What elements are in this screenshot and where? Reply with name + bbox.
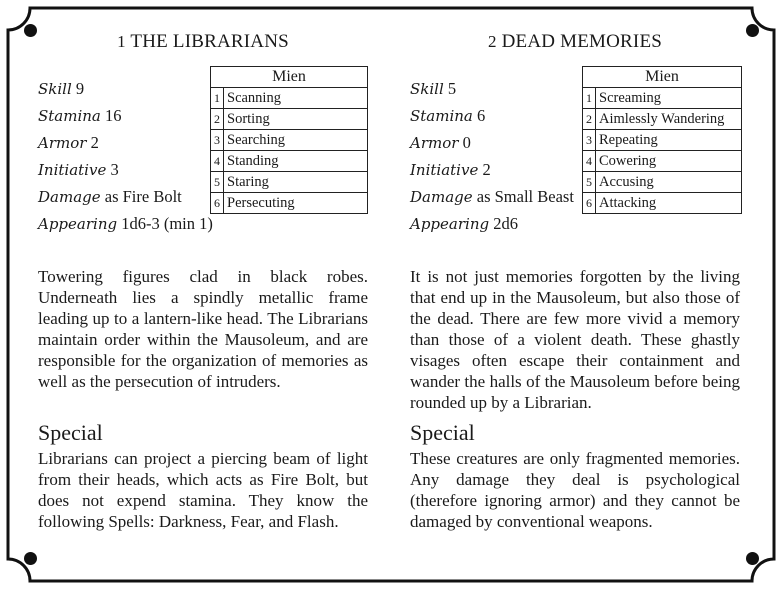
stat-block xyxy=(410,75,590,237)
mien-row: 1 Screaming xyxy=(583,88,742,109)
monster-card-librarians xyxy=(38,0,383,589)
special-heading: Special xyxy=(410,420,475,445)
mien-row: 5 Staring xyxy=(211,172,368,193)
monster-name: DEAD MEMORIES xyxy=(501,31,663,52)
stat-block xyxy=(38,75,218,237)
monster-number: 2 xyxy=(487,32,497,51)
mien-row: 2 Sorting xyxy=(211,109,368,130)
mien-table xyxy=(582,66,742,214)
stat-armor: Armor 2 xyxy=(38,133,99,152)
mien-row: 3 Repeating xyxy=(583,130,742,151)
monster-title xyxy=(38,31,368,53)
stat-appearing: Appearing 1d6-3 (min 1) xyxy=(38,214,213,233)
mien-row: 4 Cowering xyxy=(583,151,742,172)
stat-armor: Armor 0 xyxy=(410,133,471,152)
monster-number: 1 xyxy=(117,32,126,51)
stat-initiative: Initiative 3 xyxy=(38,160,119,179)
stat-damage: Damage as Fire Bolt xyxy=(38,187,182,206)
mien-row: 1 Scanning xyxy=(211,88,368,109)
mien-row: 6 Persecuting xyxy=(211,193,368,214)
stat-stamina: Stamina 6 xyxy=(410,106,486,125)
special-heading: Special xyxy=(38,420,103,445)
special-text: These creatures are only fragmented memories. Any damage they deal is psychological (therefore ignoring armor) and they cannot be damaged by conventional weapons. xyxy=(410,449,740,531)
monster-title xyxy=(410,31,740,53)
mien-row: 2 Aimlessly Wandering xyxy=(583,109,742,130)
monster-description: Towering figures clad in black robes. Underneath lies a spindly metallic frame leading up to a lantern-like head. The Librarians maintain order within the Mausoleum, and are responsible for the organization of memories as well as the persecution of intruders. xyxy=(38,267,368,391)
monster-name: THE LIBRARIANS xyxy=(130,31,289,52)
mien-header: Mien xyxy=(211,67,368,88)
corner-dot-bottom-left xyxy=(24,552,37,565)
corner-dot-top-left xyxy=(24,24,37,37)
monster-card-dead-memories xyxy=(410,0,755,589)
stat-appearing: Appearing 2d6 xyxy=(410,214,518,233)
mien-row: 6 Attacking xyxy=(583,193,742,214)
mien-row: 3 Searching xyxy=(211,130,368,151)
monster-description: It is not just memories forgotten by the living that end up in the Mausoleum, but also those of the dead. There are few more vivid a memory than those of a violent death. These ghastly visages often escape their containment and wander the halls of the Mausoleum before being rounded up by a Librarian. xyxy=(410,267,740,412)
stat-skill: Skill 9 xyxy=(38,79,85,98)
stat-damage: Damage as Small Beast xyxy=(410,187,574,206)
mien-row: 5 Accusing xyxy=(583,172,742,193)
stat-initiative: Initiative 2 xyxy=(410,160,491,179)
mien-table xyxy=(210,66,368,214)
mien-row: 4 Standing xyxy=(211,151,368,172)
stat-stamina: Stamina 16 xyxy=(38,106,122,125)
mien-header: Mien xyxy=(583,67,742,88)
stat-skill: Skill 5 xyxy=(410,79,457,98)
special-text: Librarians can project a piercing beam of light from their heads, which acts as Fire Bolt, but does not expend stamina. They know the following Spells: Darkness, Fear, and Flash. xyxy=(38,449,368,531)
